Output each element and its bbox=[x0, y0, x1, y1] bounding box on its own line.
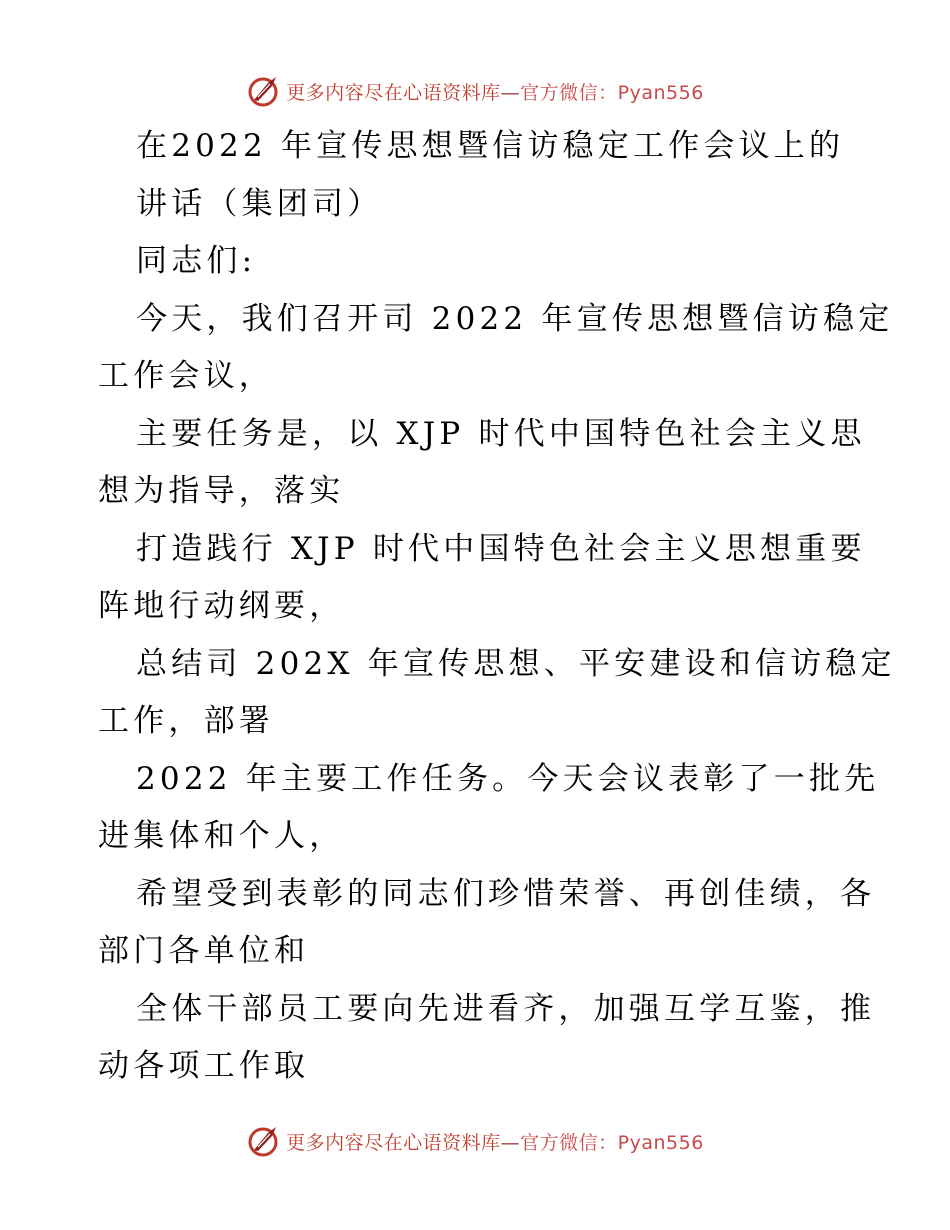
text-line: 在2022 年宣传思想暨信访稳定工作会议上的 bbox=[136, 128, 845, 164]
header-banner bbox=[0, 68, 950, 114]
text-line: 2022 年主要工作任务。今天会议表彰了一批先 bbox=[136, 760, 880, 797]
banner-text bbox=[286, 1128, 704, 1155]
text-line: 总结司 202X 年宣传思想、平安建设和信访稳定 bbox=[136, 645, 896, 682]
banner-text bbox=[286, 78, 704, 105]
banner-main-text: 更多内容尽在心语资料库 bbox=[286, 1131, 501, 1154]
text-line: 进集体和个人， bbox=[98, 818, 345, 854]
banner-separator: — bbox=[500, 81, 521, 104]
banner-main-text: 更多内容尽在心语资料库 bbox=[286, 81, 501, 104]
text-line: 想为指导，落实 bbox=[98, 473, 345, 509]
text-line: 阵地行动纲要， bbox=[98, 588, 345, 624]
text-line: 同志们: bbox=[136, 243, 257, 279]
text-line: 工作，部署 bbox=[98, 703, 274, 739]
text-line: 今天，我们召开司 2022 年宣传思想暨信访稳定 bbox=[136, 300, 894, 337]
text-line: 主要任务是，以 XJP 时代中国特色社会主义思 bbox=[136, 415, 866, 452]
text-line: 动各项工作取 bbox=[98, 1048, 310, 1084]
text-line: 部门各单位和 bbox=[98, 933, 310, 969]
banner-wechat-text: 官方微信：Pyan556 bbox=[520, 81, 704, 104]
text-line: 全体干部员工要向先进看齐，加强互学互鉴，推 bbox=[136, 990, 876, 1027]
quill-circle-logo-icon bbox=[246, 73, 282, 109]
text-line: 讲话（集团司） bbox=[136, 185, 383, 222]
footer-banner bbox=[0, 1118, 950, 1164]
document-body bbox=[98, 118, 896, 1096]
banner-wechat-text: 官方微信：Pyan556 bbox=[520, 1131, 704, 1154]
text-line: 打造践行 XJP 时代中国特色社会主义思想重要 bbox=[136, 530, 866, 567]
quill-circle-logo-icon bbox=[246, 1123, 282, 1159]
text-line: 工作会议， bbox=[98, 358, 274, 394]
banner-separator: — bbox=[500, 1131, 521, 1154]
text-line: 希望受到表彰的同志们珍惜荣誉、再创佳绩，各 bbox=[136, 875, 876, 912]
